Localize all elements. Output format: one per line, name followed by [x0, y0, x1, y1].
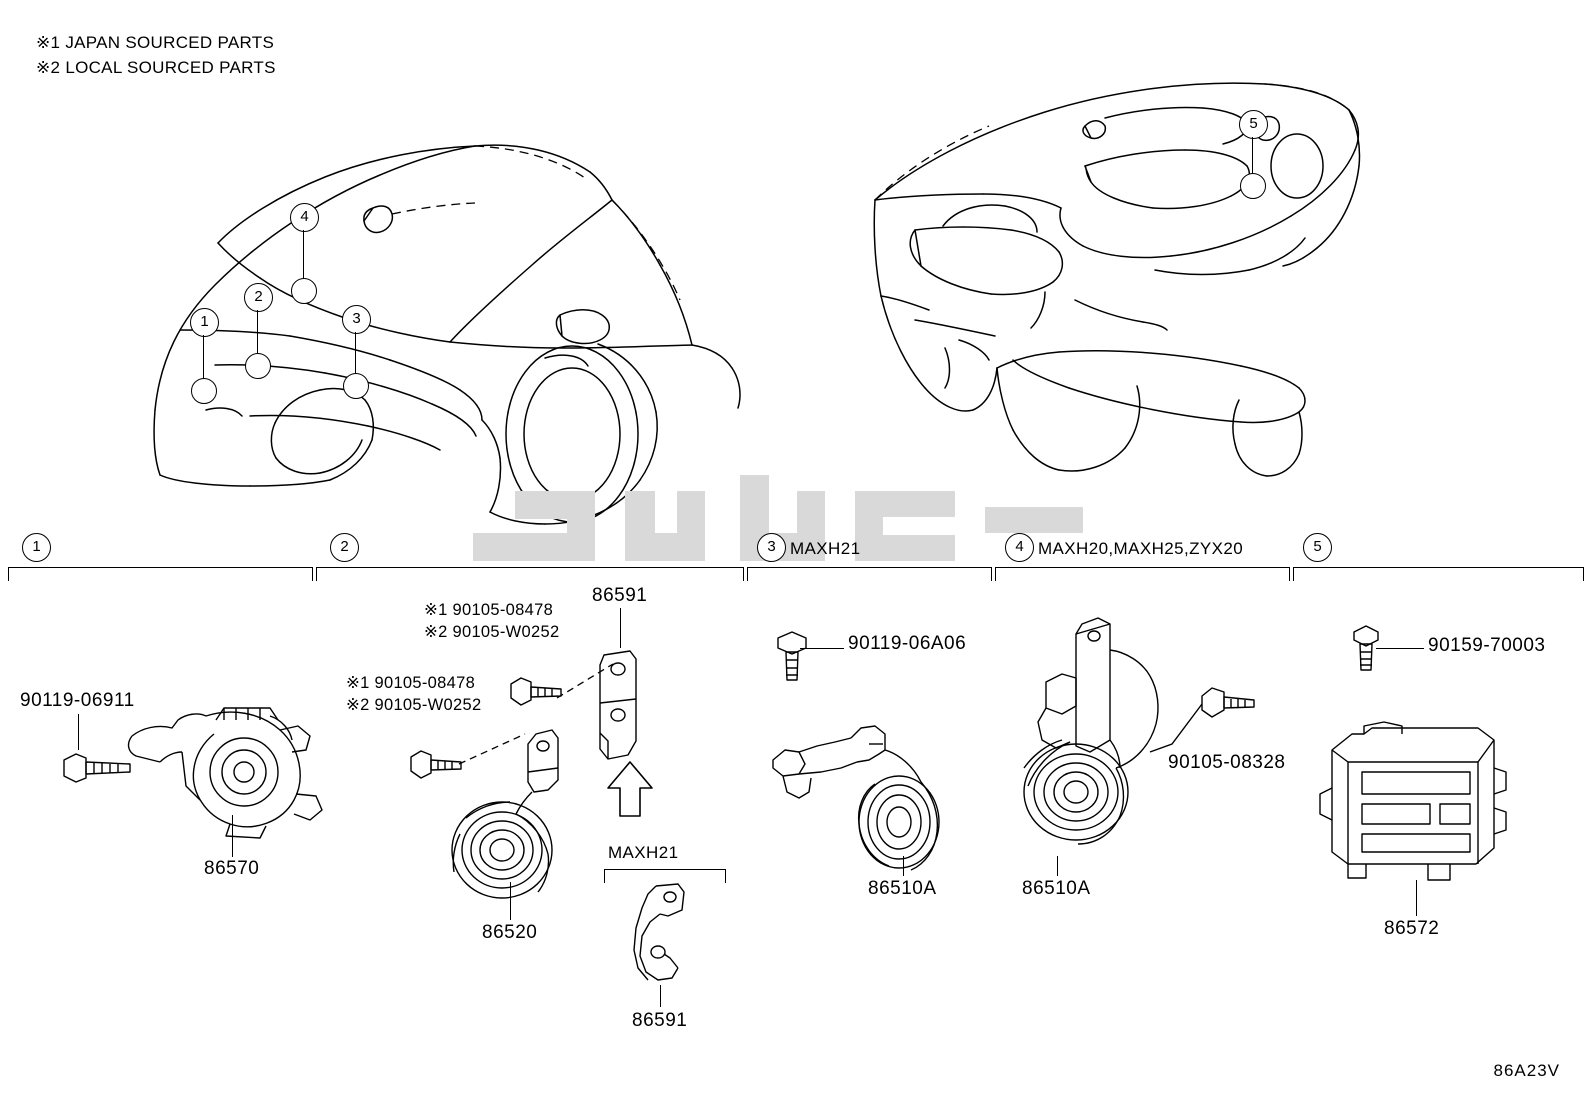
part-86572-module-illustration — [1318, 708, 1508, 888]
leader-86570 — [232, 815, 233, 857]
section-3-number[interactable]: 3 — [757, 533, 786, 562]
part-label-90159-70003: 90159-70003 — [1428, 635, 1546, 656]
part-label-90119-06911: 90119-06911 — [20, 690, 135, 711]
vehicle-point-2 — [245, 353, 271, 379]
leader-90105-08328 — [1146, 700, 1204, 760]
section-5-rule — [1293, 567, 1584, 568]
section-2-tick-left — [316, 567, 317, 581]
note-japan-sourced: ※1 JAPAN SOURCED PARTS — [36, 33, 275, 52]
section-3-rule — [747, 567, 992, 568]
part-90119-06911-bolt-icon — [58, 748, 138, 788]
variant-maxh21-tick-right — [725, 869, 726, 883]
part-90119-06A06-bolt-icon — [772, 628, 812, 684]
screw-upper-dashed-line — [555, 660, 615, 700]
section-4-tick-right — [1289, 567, 1290, 581]
vehicle-callout-4[interactable]: 4 — [290, 203, 319, 232]
vehicle-callout-5[interactable]: 5 — [1239, 110, 1268, 139]
vehicle-callout-2-leader — [257, 310, 258, 355]
part-label-90119-06A06: 90119-06A06 — [848, 633, 967, 654]
leader-90119-06A06 — [800, 648, 844, 649]
part-label-86570: 86570 — [204, 858, 260, 879]
variant-maxh21-tick-left — [604, 869, 605, 883]
part-86520-horn-illustration — [440, 722, 600, 922]
section-4-title: MAXH20,MAXH25,ZYX20 — [1038, 539, 1244, 558]
section-1-rule — [8, 567, 313, 568]
part-86570-illustration — [120, 690, 340, 840]
section-1-tick-right — [312, 567, 313, 581]
leader-86591-top — [620, 608, 621, 648]
vehicle-callout-5-leader — [1252, 137, 1253, 175]
variant-label-maxh21: MAXH21 — [608, 843, 679, 862]
section-3-tick-right — [991, 567, 992, 581]
section-1-number[interactable]: 1 — [22, 533, 51, 562]
section-5-tick-right — [1583, 567, 1584, 581]
section-4-tick-left — [995, 567, 996, 581]
section-4-rule — [995, 567, 1290, 568]
vehicle-callout-3-leader — [355, 332, 356, 375]
vehicle-point-4 — [291, 278, 317, 304]
part-label-screw-lower-1: ※1 90105-08478 — [346, 674, 476, 692]
section-2-number[interactable]: 2 — [330, 533, 359, 562]
vehicle-callout-2[interactable]: 2 — [244, 283, 273, 312]
variant-maxh21-rule — [604, 869, 726, 870]
leader-86510A-sec4 — [1057, 856, 1058, 876]
vehicle-callout-1[interactable]: 1 — [190, 308, 219, 337]
vehicle-point-1 — [191, 378, 217, 404]
section-5-number[interactable]: 5 — [1303, 533, 1332, 562]
dashboard-illustration — [855, 70, 1375, 490]
section-2-tick-right — [743, 567, 744, 581]
vehicle-callout-1-leader — [203, 335, 204, 380]
diagram-code: 86A23V — [1493, 1061, 1560, 1080]
sourced-parts-notes — [36, 30, 276, 80]
note-local-sourced: ※2 LOCAL SOURCED PARTS — [36, 58, 276, 77]
leader-86510A-sec3 — [903, 856, 904, 876]
leader-90159-70003 — [1376, 648, 1424, 649]
leader-86520 — [510, 882, 511, 920]
part-90105-08328-screw-icon — [1196, 682, 1266, 724]
section-2-rule — [316, 567, 744, 568]
leader-86572 — [1416, 880, 1417, 916]
part-86510A-horn-sec3-illustration — [765, 700, 955, 890]
part-label-86520: 86520 — [482, 922, 538, 943]
part-86591-variant-illustration — [620, 880, 700, 990]
part-label-90105-08328: 90105-08328 — [1168, 752, 1286, 773]
part-label-86591-top: 86591 — [592, 585, 648, 606]
vehicle-point-3 — [343, 373, 369, 399]
part-label-86510A-sec4: 86510A — [1022, 878, 1091, 899]
section-4-number[interactable]: 4 — [1005, 533, 1034, 562]
watermark — [455, 455, 1095, 585]
vehicle-point-5 — [1240, 173, 1266, 199]
part-label-86591-variant: 86591 — [632, 1010, 688, 1031]
vehicle-callout-4-leader — [303, 230, 304, 280]
section-3-title: MAXH21 — [790, 539, 861, 558]
leader-86591-variant — [660, 985, 661, 1007]
part-label-screw-lower-2: ※2 90105-W0252 — [346, 696, 482, 714]
part-label-86510A-sec3: 86510A — [868, 878, 937, 899]
section-5-tick-left — [1293, 567, 1294, 581]
part-label-86572: 86572 — [1384, 918, 1440, 939]
part-label-screw-upper-1: ※1 90105-08478 — [424, 601, 554, 619]
section-1-tick-left — [8, 567, 9, 581]
vehicle-callout-3[interactable]: 3 — [342, 305, 371, 334]
arrow-up-icon — [606, 760, 656, 818]
section-3-tick-left — [747, 567, 748, 581]
part-label-screw-upper-2: ※2 90105-W0252 — [424, 623, 560, 641]
leader-90119-06911 — [78, 714, 79, 750]
